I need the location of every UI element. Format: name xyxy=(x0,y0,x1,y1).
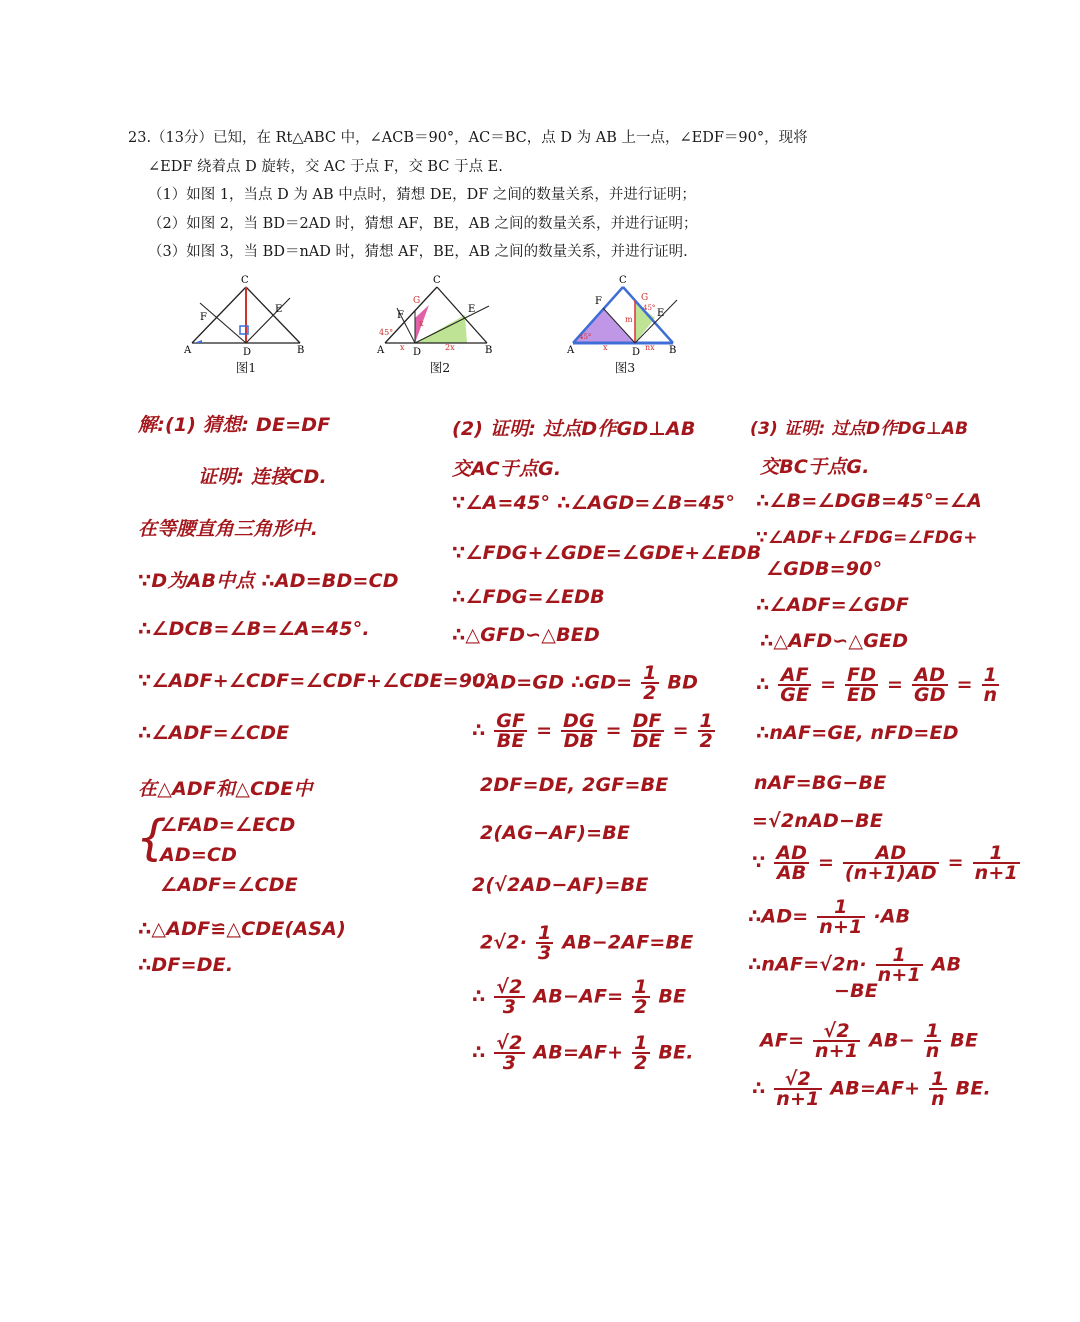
col1-line: ∴∠ADF=∠CDE xyxy=(138,722,290,744)
col3-text: ·AB xyxy=(873,905,911,928)
col3-line: ∠GDB=90° xyxy=(766,558,883,580)
col3-text: = xyxy=(817,851,835,874)
figure-3-caption: 图3 xyxy=(614,360,636,375)
col1-line: 在等腰直角三角形中. xyxy=(138,518,319,540)
col2-line: ∴△GFD∽△BED xyxy=(452,624,600,646)
problem-part-1: （1）如图 1，当点 D 为 AB 中点时，猜想 DE，DF 之间的数量关系，并进行证明； xyxy=(148,187,696,203)
col3-text: ∵ xyxy=(752,851,766,874)
figure-2 xyxy=(375,270,505,380)
problem-statement xyxy=(128,124,808,267)
col2-text: ∴ xyxy=(472,719,486,742)
col3-line: ∴nAF=GE, nFD=ED xyxy=(756,722,959,744)
col2-line: 2(√2AD−AF)=BE xyxy=(472,874,649,896)
col2-text: 2√2· xyxy=(480,931,528,954)
col2-text: ∵AD=GD ∴GD= xyxy=(472,671,633,694)
col2-text: ∴ xyxy=(472,1041,486,1064)
col1-line: ∴∠DCB=∠B=∠A=45°. xyxy=(138,618,370,640)
col3-text: ∴ xyxy=(752,1077,766,1100)
fig2-label-c: C xyxy=(433,275,441,286)
col2-text: AB−2AF=BE xyxy=(562,931,694,954)
col2-text: BD xyxy=(667,671,699,694)
fig1-label-f: F xyxy=(200,312,207,323)
col1-line: ∠FAD=∠ECD xyxy=(160,814,296,836)
fig3-label-angle1: 45° xyxy=(579,333,592,341)
col2-line: (2) 证明: 过点D作GD⊥AB xyxy=(452,418,696,440)
col3-text: = xyxy=(956,673,973,696)
col2-text: BE xyxy=(658,985,687,1008)
col3-frac: $\frac{AD}{(n+1)AD}$ xyxy=(844,842,937,884)
figure-3 xyxy=(565,270,695,380)
col2-frac: $\frac{DF}{DE}$ xyxy=(632,710,662,752)
col2-line: ∵∠A=45° ∴∠AGD=∠B=45° xyxy=(452,492,736,514)
figure-2-caption: 图2 xyxy=(429,360,451,375)
fig3-label-angle2: 45° xyxy=(643,304,656,312)
solution-col2 xyxy=(452,414,762,1114)
fig3-label-x: x xyxy=(603,343,608,352)
col1-line: 在△ADF和△CDE中 xyxy=(138,778,313,800)
col3-frac: $\frac{AD}{GD}$ xyxy=(913,664,946,706)
col3-frac: $\frac{AF}{GE}$ xyxy=(780,664,810,706)
col2-text: = xyxy=(672,719,689,742)
col2-row-ratio xyxy=(472,712,717,750)
col2-line: ∵∠FDG+∠GDE=∠GDE+∠EDB xyxy=(452,542,762,564)
col3-line: 交BC于点G. xyxy=(760,456,870,478)
fig3-label-m: m xyxy=(625,315,633,324)
figure-1 xyxy=(180,270,310,380)
fig2-label-d: D xyxy=(413,347,422,358)
col3-frac: $\frac{1}{n+1}$ xyxy=(819,896,863,938)
solution-col1 xyxy=(136,410,496,990)
fig2-label-f: F xyxy=(397,310,404,321)
col3-row-naf xyxy=(748,946,961,984)
fig1-label-d: D xyxy=(243,347,252,358)
figure-2-diagram xyxy=(375,270,505,360)
col1-line: AD=CD xyxy=(160,844,238,866)
col3-line: ∵∠ADF+∠FDG=∠FDG+ xyxy=(756,528,978,548)
col3-text: ∴ xyxy=(756,673,770,696)
fig2-label-a: A xyxy=(377,345,385,356)
col3-line: ∴△AFD∽△GED xyxy=(760,630,909,652)
col2-text: AB=AF+ xyxy=(533,1041,624,1064)
col2-frac: $\frac{GF}{BE}$ xyxy=(496,710,526,752)
col3-frac: $\frac{√2}{n+1}$ xyxy=(776,1068,820,1110)
problem-part-2: （2）如图 2，当 BD＝2AD 时，猜想 AF，BE，AB 之间的数量关系，并进行证明； xyxy=(148,215,698,232)
col2-row-third xyxy=(480,924,693,962)
fig2-label-b: B xyxy=(485,345,493,356)
col3-row-final xyxy=(752,1070,991,1108)
col1-line: ∴△ADF≌△CDE(ASA) xyxy=(138,918,346,940)
col3-text: ∴nAF=√2n· xyxy=(748,953,867,976)
col3-text: ∴AD= xyxy=(748,905,809,928)
col3-frac: $\frac{1}{n}$ xyxy=(983,664,998,706)
col3-line: (3) 证明: 过点D作DG⊥AB xyxy=(750,419,969,439)
col1-brace: { xyxy=(136,810,167,866)
col2-text: = xyxy=(536,719,553,742)
col3-text: BE xyxy=(950,1029,979,1052)
col2-row-result1 xyxy=(472,978,686,1016)
fig2-label-x2: x xyxy=(419,319,424,328)
problem-stem-line1: 23.（13分）已知，在 Rt△ABC 中，∠ACB＝90°，AC＝BC，点 D 为 AB 上一点，∠EDF＝90°，现将 xyxy=(128,130,808,146)
col3-line: −BE xyxy=(834,980,878,1002)
fig3-label-c: C xyxy=(619,275,627,286)
fig3-label-e: E xyxy=(657,308,665,319)
col2-row-result2 xyxy=(472,1034,694,1072)
col3-row-ratio xyxy=(756,666,1001,704)
fig2-label-2x: 2x xyxy=(445,343,455,352)
col1-line: 证明: 连接CD. xyxy=(198,466,327,488)
col3-text: AB xyxy=(931,953,962,976)
fig3-label-b: B xyxy=(669,345,677,356)
col3-text: AF= xyxy=(760,1029,805,1052)
fig3-label-f: F xyxy=(595,296,602,307)
problem-part-3: （3）如图 3，当 BD＝nAD 时，猜想 AF，BE，AB 之间的数量关系，并进行证明. xyxy=(148,244,688,260)
col3-frac: $\frac{FD}{ED}$ xyxy=(847,664,877,706)
col3-line: =√2nAD−BE xyxy=(752,810,883,832)
col3-line: ∴∠B=∠DGB=45°=∠A xyxy=(756,490,983,512)
col2-text: BE. xyxy=(658,1041,694,1064)
fig3-label-d: D xyxy=(632,347,641,358)
col3-frac: $\frac{1}{n+1}$ xyxy=(877,944,921,986)
col3-text: AB− xyxy=(869,1029,915,1052)
fig1-label-b: B xyxy=(297,345,305,356)
fig2-label-x: x xyxy=(400,343,405,352)
col1-line: ∴DF=DE. xyxy=(138,954,234,976)
col1-line: ∵D为AB中点 ∴AD=BD=CD xyxy=(138,570,399,592)
col3-line: nAF=BG−BE xyxy=(754,772,887,794)
col3-text: = xyxy=(947,851,964,874)
col1-line: ∵∠ADF+∠CDF=∠CDF+∠CDE=90° xyxy=(138,670,496,692)
col2-frac: $\frac{√2}{3}$ xyxy=(496,976,523,1018)
col3-frac: $\frac{AD}{AB}$ xyxy=(776,842,808,884)
fig3-label-a: A xyxy=(567,345,575,356)
col2-frac: $\frac{√2}{3}$ xyxy=(496,1032,523,1074)
fig3-label-nx: nx xyxy=(645,343,655,352)
col3-text: BE. xyxy=(955,1077,991,1100)
fig3-label-g: G xyxy=(641,293,649,303)
figure-1-diagram xyxy=(180,270,310,360)
col2-frac: $\frac{1}{2}$ xyxy=(634,1032,648,1074)
fig2-label-angle: 45° xyxy=(379,328,394,337)
col2-line: 2(AG−AF)=BE xyxy=(480,822,631,844)
fig1-label-c: C xyxy=(241,275,249,286)
col2-frac: $\frac{1}{2}$ xyxy=(634,976,648,1018)
figure-1-caption: 图1 xyxy=(235,360,257,375)
problem-stem-line2: ∠EDF 绕着点 D 旋转，交 AC 于点 F，交 BC 于点 E. xyxy=(148,158,503,175)
col3-text: = xyxy=(820,673,837,696)
fig2-label-e: E xyxy=(468,304,476,315)
fig1-label-a: A xyxy=(184,345,192,356)
col3-row-ad xyxy=(748,898,910,936)
col2-text: ∴ xyxy=(472,985,486,1008)
col3-frac: $\frac{1}{n+1}$ xyxy=(974,842,1018,884)
solution-col3 xyxy=(750,414,1030,1114)
col2-text: = xyxy=(605,719,622,742)
col3-row-af xyxy=(760,1022,978,1060)
col2-line: 交AC于点G. xyxy=(452,458,562,480)
col3-frac: $\frac{1}{n}$ xyxy=(925,1020,940,1062)
col2-frac: $\frac{DG}{DB}$ xyxy=(563,710,595,752)
col3-row-ad-ab xyxy=(752,844,1022,882)
col2-frac: $\frac{1}{2}$ xyxy=(699,710,713,752)
col3-frac: $\frac{√2}{n+1}$ xyxy=(815,1020,859,1062)
col1-line: ∠ADF=∠CDE xyxy=(160,874,298,896)
col2-text: AB−AF= xyxy=(533,985,624,1008)
col2-frac: $\frac{1}{3}$ xyxy=(537,922,552,964)
col2-row-gd xyxy=(472,664,698,702)
col2-line: 2DF=DE, 2GF=BE xyxy=(480,774,669,796)
col3-text: AB=AF+ xyxy=(830,1077,921,1100)
fig2-label-g: G xyxy=(413,296,421,306)
col3-frac: $\frac{1}{n}$ xyxy=(931,1068,945,1110)
figure-3-diagram xyxy=(565,270,695,360)
col3-line: ∴∠ADF=∠GDF xyxy=(756,594,910,616)
col2-line: ∴∠FDG=∠EDB xyxy=(452,586,605,608)
col3-text: = xyxy=(887,673,904,696)
fig1-label-e: E xyxy=(275,304,283,315)
col1-line: 解:(1) 猜想: DE=DF xyxy=(138,414,331,436)
col2-frac: $\frac{1}{2}$ xyxy=(643,662,657,704)
